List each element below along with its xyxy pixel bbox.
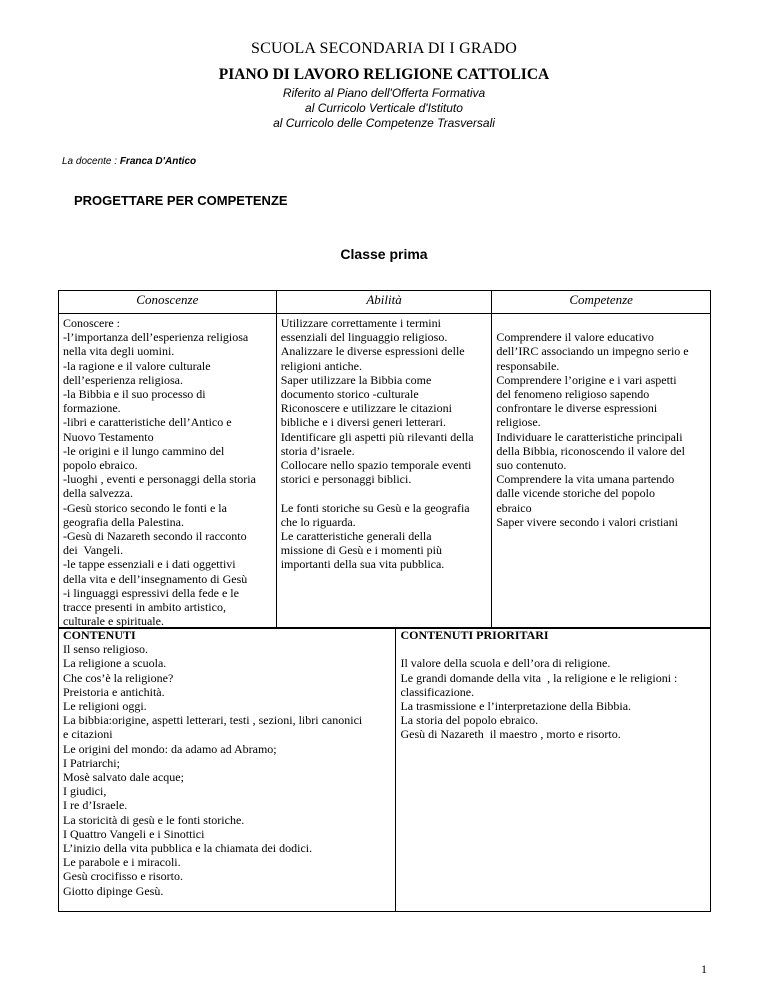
contenuti-line: Le parabole e i miracoli.	[63, 855, 181, 870]
reference-line-2: al Curricolo Verticale d'Istituto	[305, 101, 463, 115]
plan-title: PIANO DI LAVORO RELIGIONE CATTOLICA	[218, 66, 550, 83]
contenuti-line: Preistoria e antichità.	[63, 684, 165, 699]
contenuti-cell	[59, 628, 396, 912]
conoscenze-line: -Gesù storico secondo le fonti e la	[63, 500, 227, 515]
prioritari-cell	[396, 628, 711, 912]
page-number: 1	[701, 962, 707, 976]
competenze-list	[496, 330, 706, 529]
abilita-line: Collocare nello spazio temporale eventi	[280, 458, 472, 473]
header-competenze: Competenze	[492, 291, 711, 314]
conoscenze-line: -l’importanza dell’esperienza religiosa	[63, 330, 249, 345]
school-title: SCUOLA SECONDARIA DI I GRADO	[250, 40, 518, 57]
teacher-line	[62, 156, 196, 167]
prioritari-line: Gesù di Nazareth il maestro , morto e risorto.	[400, 727, 621, 742]
conoscenze-line: culturale e spirituale.	[63, 614, 164, 629]
abilita-line: missione di Gesù e i momenti più	[280, 543, 443, 558]
abilita-list-b	[281, 501, 488, 572]
conoscenze-cell	[59, 314, 277, 629]
abilita-line: Analizzare le diverse espressioni delle	[280, 344, 465, 359]
conoscenze-line: -i linguaggi espressivi della fede e le	[63, 585, 239, 600]
prioritari-line: classificazione.	[400, 684, 475, 699]
contenuti-line: Mosè salvato dale acque;	[63, 770, 184, 785]
contenuti-line: Giotto dipinge Gesù.	[63, 883, 164, 898]
conoscenze-line: -la Bibbia e il suo processo di	[63, 387, 206, 402]
conoscenze-line: formazione.	[63, 401, 121, 416]
competence-table	[58, 290, 711, 629]
abilita-cell	[276, 314, 492, 629]
contenuti-line: I giudici,	[63, 784, 107, 799]
conoscenze-line: dell’esperienza religiosa.	[63, 372, 183, 387]
prioritari-line: La storia del popolo ebraico.	[400, 713, 539, 728]
contents-table-row	[59, 628, 711, 912]
conoscenze-line: della vita e dell’insegnamento di Gesù	[63, 571, 248, 586]
prioritari-title: CONTENUTI PRIORITARI	[400, 628, 549, 642]
competenze-line: religiose.	[496, 415, 541, 430]
competenze-line: dalle vicende storiche del popolo	[496, 486, 655, 501]
conoscenze-line: tracce presenti in ambito artistico,	[63, 600, 226, 615]
conoscenze-list	[63, 316, 272, 628]
conoscenze-line: dei Vangeli.	[63, 543, 124, 558]
abilita-line: bibliche e i diversi generi letterari.	[280, 415, 446, 430]
prioritari-gap	[400, 642, 706, 656]
competenze-line: suo contenuto.	[496, 458, 567, 473]
abilita-list-a	[281, 316, 488, 486]
abilita-line: importanti della sua vita pubblica.	[280, 557, 445, 572]
contenuti-line: I Quattro Vangeli e i Sinottici	[63, 826, 205, 841]
teacher-label: La docente :	[62, 156, 120, 167]
conoscenze-line: -le origini e il lungo cammino del	[63, 443, 225, 458]
contents-table	[58, 627, 711, 912]
abilita-line: storici e personaggi biblici.	[280, 472, 412, 487]
contenuti-title: CONTENUTI	[63, 628, 136, 642]
competenze-line: del fenomeno religioso sapendo	[496, 387, 650, 401]
abilita-gap	[281, 486, 488, 500]
section-title: PROGETTARE PER COMPETENZE	[74, 193, 288, 208]
contenuti-line: I re d’Israele.	[63, 798, 128, 813]
abilita-line: Le caratteristiche generali della	[280, 529, 432, 544]
conoscenze-line: Conoscere :	[63, 316, 120, 330]
reference-line-3: al Curricolo delle Competenze Trasversali	[273, 116, 495, 130]
header-abilita: Abilità	[276, 291, 492, 314]
competenze-line: confrontare le diverse espressioni	[496, 401, 658, 416]
contenuti-line: Gesù crocifisso e risorto.	[63, 869, 183, 884]
contenuti-line: La religione a scuola.	[63, 656, 167, 671]
contenuti-list	[63, 642, 391, 898]
contenuti-line: L’inizio della vita pubblica e la chiamata dei dodici.	[63, 841, 313, 856]
abilita-line: documento storico -culturale	[280, 387, 419, 402]
abilita-line: Riconoscere e utilizzare le citazioni	[280, 401, 452, 416]
conoscenze-line: -le tappe essenziali e i dati oggettivi	[63, 557, 236, 572]
conoscenze-line: -la ragione e il valore culturale	[63, 358, 211, 373]
conoscenze-line: -luoghi , eventi e personaggi della storia	[63, 472, 256, 487]
competenze-line: Saper vivere secondo i valori cristiani	[496, 514, 678, 529]
abilita-line: Identificare gli aspetti più rilevanti della	[280, 429, 474, 444]
teacher-name: Franca D'Antico	[119, 156, 197, 167]
competence-table-header	[59, 291, 711, 314]
competenze-line: Comprendere l’origine e i vari aspetti	[496, 372, 677, 387]
abilita-line: essenziali del linguaggio religioso.	[280, 330, 448, 345]
competenze-line: dell’IRC associando un impegno serio e	[496, 344, 689, 359]
competenze-line: Comprendere la vita umana partendo	[496, 472, 675, 487]
competenze-cell	[492, 314, 711, 629]
abilita-line: Utilizzare correttamente i termini	[280, 316, 441, 330]
prioritari-line: La trasmissione e l’interpretazione della Bibbia.	[400, 699, 632, 713]
contenuti-line: La storicità di gesù e le fonti storiche.	[63, 812, 245, 827]
prioritari-line: Le grandi domande della vita , la religione e le religioni :	[400, 670, 678, 685]
competenze-line: Individuare le caratteristiche principali	[496, 429, 683, 444]
conoscenze-line: Nuovo Testamento	[63, 429, 154, 444]
conoscenze-line: -Gesù di Nazareth secondo il racconto	[63, 529, 247, 544]
competence-table-row	[59, 314, 711, 629]
contenuti-line: e citazioni	[63, 727, 113, 742]
abilita-line: che lo riguarda.	[280, 514, 356, 529]
conoscenze-line: della salvezza.	[63, 486, 133, 501]
competenze-line: Comprendere il valore educativo	[496, 330, 654, 345]
abilita-line: Le fonti storiche su Gesù e la geografia	[280, 500, 470, 515]
conoscenze-line: nella vita degli uomini.	[63, 344, 175, 359]
contenuti-line: Le origini del mondo: da adamo ad Abramo;	[63, 741, 277, 756]
contenuti-line: La bibbia:origine, aspetti letterari, testi , sezioni, libri canonici	[63, 713, 363, 728]
class-title: Classe prima	[340, 246, 428, 262]
contenuti-line: I Patriarchi;	[63, 755, 120, 770]
contenuti-line: Le religioni oggi.	[63, 699, 147, 714]
competenze-line: responsabile.	[496, 358, 560, 373]
competenze-line: ebraico	[496, 500, 532, 515]
abilita-line: storia d’israele.	[280, 443, 355, 458]
conoscenze-line: geografia della Palestina.	[63, 514, 184, 529]
abilita-line: Saper utilizzare la Bibbia come	[280, 372, 432, 387]
abilita-line: religioni antiche.	[280, 358, 362, 373]
competenze-gap	[496, 316, 706, 330]
conoscenze-line: popolo ebraico.	[63, 458, 138, 473]
contenuti-line: Che cos’è la religione?	[63, 670, 174, 685]
header-conoscenze: Conoscenze	[59, 291, 277, 314]
contenuti-line: Il senso religioso.	[63, 642, 148, 657]
conoscenze-line: -libri e caratteristiche dell’Antico e	[63, 415, 232, 430]
reference-line-1: Riferito al Piano dell'Offerta Formativa	[282, 86, 486, 100]
competenze-line: della Bibbia, riconoscendo il valore del	[496, 443, 685, 458]
prioritari-line: Il valore della scuola e dell’ora di religione.	[400, 656, 611, 671]
prioritari-list	[400, 656, 706, 741]
